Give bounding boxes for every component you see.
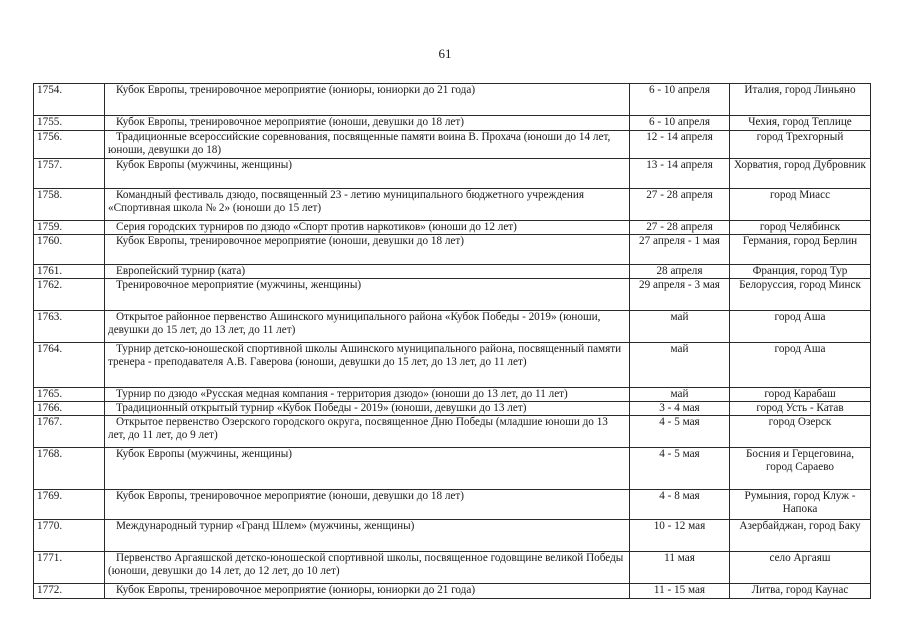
- event-place: город Карабаш: [764, 388, 836, 400]
- table-row: [34, 448, 871, 490]
- event-place-cell: [730, 189, 871, 221]
- row-number-cell: [34, 552, 105, 584]
- row-number-cell: [34, 311, 105, 343]
- event-name: Кубок Европы (мужчины, женщины): [116, 159, 292, 171]
- event-name: Серия городских турниров по дзюдо «Спорт против наркотиков» (юноши до 12 лет): [116, 221, 517, 233]
- event-name: Командный фестиваль дзюдо, посвященный 23 - летию муниципального бюджетного учреждения «Спортивная школа № 2» (юноши до 15 лет): [108, 189, 585, 214]
- row-number: 1765.: [37, 388, 63, 400]
- event-place-cell: [730, 584, 871, 599]
- event-name: Открытое первенство Озерского городского округа, посвященное Дню Победы (младшие юноши до 13 лет, до 11 лет, до 9 лет): [108, 416, 608, 441]
- event-place: город Аша: [774, 311, 826, 323]
- row-number-cell: [34, 584, 105, 599]
- row-number: 1757.: [37, 159, 63, 171]
- table-row: [34, 416, 871, 448]
- event-place-cell: [730, 131, 871, 159]
- event-date: 12 - 14 апреля: [646, 131, 713, 143]
- event-name-cell: [105, 584, 630, 599]
- table-row: [34, 402, 871, 416]
- event-name: Первенство Аргаяшской детско-юношеской спортивной школы, посвященное годовщине великой Победы (юноши, девушки до 14 лет, до 12 лет, до 10 лет): [108, 552, 624, 577]
- event-name-cell: [105, 265, 630, 279]
- row-number: 1759.: [37, 221, 63, 233]
- event-place: село Аргаяш: [769, 552, 831, 564]
- event-name-cell: [105, 448, 630, 490]
- event-name-cell: [105, 552, 630, 584]
- table-row: [34, 388, 871, 402]
- event-name: Кубок Европы, тренировочное мероприятие (юниоры, юниорки до 21 года): [116, 584, 476, 596]
- event-place-cell: [730, 490, 871, 520]
- event-place-cell: [730, 84, 871, 116]
- event-name: Кубок Европы, тренировочное мероприятие (юноши, девушки до 18 лет): [116, 235, 465, 247]
- table-row: [34, 490, 871, 520]
- event-place-cell: [730, 388, 871, 402]
- table-row: [34, 116, 871, 131]
- table-row: [34, 84, 871, 116]
- event-name-cell: [105, 159, 630, 189]
- event-place-cell: [730, 448, 871, 490]
- row-number-cell: [34, 448, 105, 490]
- event-place: Литва, город Каунас: [751, 584, 849, 596]
- row-number-cell: [34, 235, 105, 265]
- event-date-cell: [630, 159, 730, 189]
- row-number: 1768.: [37, 448, 63, 460]
- event-place: Румыния, город Клуж - Напока: [744, 490, 856, 515]
- event-place: город Аша: [774, 343, 826, 355]
- table-row: [34, 552, 871, 584]
- event-name-cell: [105, 131, 630, 159]
- event-place-cell: [730, 520, 871, 552]
- event-name: Международный турнир «Гранд Шлем» (мужчины, женщины): [116, 520, 415, 532]
- event-name-cell: [105, 343, 630, 388]
- event-date: 29 апреля - 3 мая: [639, 279, 720, 291]
- event-name: Турнир детско-юношеской спортивной школы Ашинского муниципального района, посвященный памяти тренера - преподавателя А.В. Гаверова (юноши, девушки до 15 лет, до 13 лет, до 11 лет): [108, 343, 622, 368]
- event-date: май: [670, 311, 689, 323]
- table-row: [34, 265, 871, 279]
- event-name-cell: [105, 388, 630, 402]
- event-date-cell: [630, 84, 730, 116]
- row-number-cell: [34, 265, 105, 279]
- event-date: 28 апреля: [656, 265, 703, 277]
- event-date: 4 - 5 мая: [659, 448, 700, 460]
- event-place: Азербайджан, город Баку: [739, 520, 861, 532]
- events-table-body: [34, 84, 871, 599]
- event-date-cell: [630, 279, 730, 311]
- event-place-cell: [730, 311, 871, 343]
- row-number: 1761.: [37, 265, 63, 277]
- row-number-cell: [34, 116, 105, 131]
- event-place: Чехия, город Теплице: [748, 116, 852, 128]
- event-place: Франция, город Тур: [752, 265, 848, 277]
- event-name: Европейский турнир (ката): [116, 265, 246, 277]
- event-name-cell: [105, 520, 630, 552]
- event-name: Тренировочное мероприятие (мужчины, женщины): [116, 279, 362, 291]
- event-date: 10 - 12 мая: [653, 520, 706, 532]
- table-row: [34, 221, 871, 235]
- event-place: город Озерск: [768, 416, 832, 428]
- event-name: Кубок Европы, тренировочное мероприятие (юноши, девушки до 18 лет): [116, 116, 465, 128]
- event-place-cell: [730, 265, 871, 279]
- event-name: Традиционный открытый турнир «Кубок Победы - 2019» (юноши, девушки до 13 лет): [116, 402, 527, 414]
- row-number: 1772.: [37, 584, 63, 596]
- event-date-cell: [630, 235, 730, 265]
- event-place: Германия, город Берлин: [742, 235, 858, 247]
- event-name: Кубок Европы, тренировочное мероприятие (юниоры, юниорки до 21 года): [116, 84, 476, 96]
- event-place-cell: [730, 279, 871, 311]
- row-number-cell: [34, 388, 105, 402]
- event-place: Хорватия, город Дубровник: [734, 159, 866, 171]
- event-place: Босния и Герцеговина, город Сараево: [745, 448, 854, 473]
- row-number-cell: [34, 189, 105, 221]
- event-date-cell: [630, 221, 730, 235]
- event-date: 27 - 28 апреля: [646, 189, 713, 201]
- event-name-cell: [105, 490, 630, 520]
- event-place: Италия, город Линьяно: [744, 84, 856, 96]
- table-row: [34, 159, 871, 189]
- event-date: май: [670, 343, 689, 355]
- event-name: Кубок Европы (мужчины, женщины): [116, 448, 292, 460]
- event-date-cell: [630, 584, 730, 599]
- row-number: 1770.: [37, 520, 63, 532]
- event-date-cell: [630, 490, 730, 520]
- event-date: 11 - 15 мая: [653, 584, 706, 596]
- event-date: 13 - 14 апреля: [646, 159, 713, 171]
- event-date-cell: [630, 416, 730, 448]
- event-name-cell: [105, 416, 630, 448]
- event-date: 4 - 5 мая: [659, 416, 700, 428]
- event-name: Турнир по дзюдо «Русская медная компания - территория дзюдо» (юноши до 13 лет, до 11 лет): [116, 388, 568, 400]
- event-name-cell: [105, 84, 630, 116]
- table-row: [34, 131, 871, 159]
- table-row: [34, 520, 871, 552]
- event-name-cell: [105, 235, 630, 265]
- event-date-cell: [630, 552, 730, 584]
- event-name-cell: [105, 116, 630, 131]
- event-date-cell: [630, 116, 730, 131]
- row-number: 1754.: [37, 84, 63, 96]
- events-table: [33, 83, 871, 599]
- row-number-cell: [34, 84, 105, 116]
- page-number: 61: [438, 46, 452, 61]
- table-row: [34, 584, 871, 599]
- event-place-cell: [730, 343, 871, 388]
- event-name-cell: [105, 311, 630, 343]
- row-number: 1766.: [37, 402, 63, 414]
- event-name: Кубок Европы, тренировочное мероприятие (юноши, девушки до 18 лет): [116, 490, 465, 502]
- event-name: Традиционные всероссийские соревнования, посвященные памяти воина В. Прохача (юноши до 14 лет, юноши, девушки до 18): [108, 131, 611, 156]
- event-date-cell: [630, 402, 730, 416]
- event-date-cell: [630, 388, 730, 402]
- event-place: город Челябинск: [759, 221, 841, 233]
- event-place: город Трехгорный: [756, 131, 844, 143]
- event-name-cell: [105, 279, 630, 311]
- table-row: [34, 311, 871, 343]
- row-number: 1771.: [37, 552, 63, 564]
- row-number: 1763.: [37, 311, 63, 323]
- event-date-cell: [630, 343, 730, 388]
- event-place: город Миасс: [769, 189, 831, 201]
- event-place-cell: [730, 116, 871, 131]
- event-date-cell: [630, 520, 730, 552]
- event-place: Белоруссия, город Минск: [739, 279, 861, 291]
- event-date: 11 мая: [664, 552, 695, 564]
- table-row: [34, 189, 871, 221]
- event-date: 6 - 10 апреля: [649, 84, 710, 96]
- event-place-cell: [730, 235, 871, 265]
- row-number-cell: [34, 279, 105, 311]
- row-number: 1764.: [37, 343, 63, 355]
- event-date: 27 - 28 апреля: [646, 221, 713, 233]
- event-date-cell: [630, 311, 730, 343]
- row-number-cell: [34, 490, 105, 520]
- event-place-cell: [730, 159, 871, 189]
- event-name-cell: [105, 402, 630, 416]
- row-number: 1755.: [37, 116, 63, 128]
- row-number: 1767.: [37, 416, 63, 428]
- event-date: 3 - 4 мая: [659, 402, 700, 414]
- event-date: 6 - 10 апреля: [649, 116, 710, 128]
- event-date-cell: [630, 448, 730, 490]
- table-row: [34, 343, 871, 388]
- event-date-cell: [630, 189, 730, 221]
- row-number: 1758.: [37, 189, 63, 201]
- event-place-cell: [730, 552, 871, 584]
- row-number-cell: [34, 159, 105, 189]
- event-name-cell: [105, 221, 630, 235]
- event-date-cell: [630, 265, 730, 279]
- table-row: [34, 279, 871, 311]
- row-number-cell: [34, 131, 105, 159]
- event-date: май: [670, 388, 689, 400]
- event-place-cell: [730, 221, 871, 235]
- event-name: Открытое районное первенство Ашинского муниципального района «Кубок Победы - 2019» (юноши, девушки до 15 лет, до 13 лет, до 11 лет): [108, 311, 601, 336]
- event-place-cell: [730, 416, 871, 448]
- event-place-cell: [730, 402, 871, 416]
- row-number-cell: [34, 221, 105, 235]
- row-number-cell: [34, 402, 105, 416]
- event-date: 4 - 8 мая: [659, 490, 700, 502]
- event-name-cell: [105, 189, 630, 221]
- event-date: 27 апреля - 1 мая: [639, 235, 720, 247]
- event-place: город Усть - Катав: [756, 402, 844, 414]
- row-number-cell: [34, 343, 105, 388]
- row-number: 1769.: [37, 490, 63, 502]
- event-date-cell: [630, 131, 730, 159]
- table-row: [34, 235, 871, 265]
- row-number: 1762.: [37, 279, 63, 291]
- row-number-cell: [34, 520, 105, 552]
- row-number: 1760.: [37, 235, 63, 247]
- row-number: 1756.: [37, 131, 63, 143]
- row-number-cell: [34, 416, 105, 448]
